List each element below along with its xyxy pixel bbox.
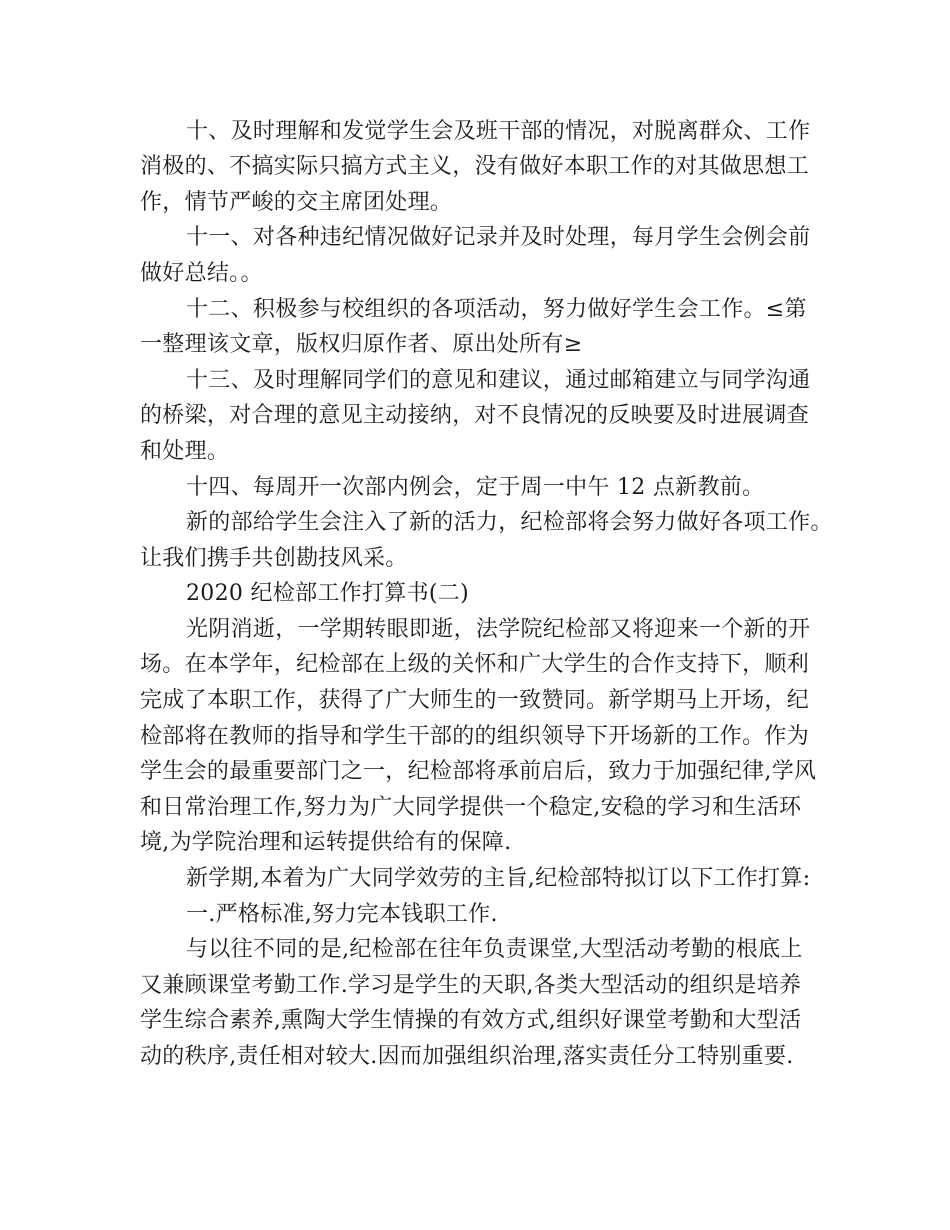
text-line: 十三、及时理解同学们的意见和建议，通过邮箱建立与同学沟通 [186, 368, 811, 393]
text-line: 的桥梁，对合理的意见主动接纳，对不良情况的反映要及时进展调查 [140, 403, 810, 428]
text-line: 消极的、不搞实际只搞方式主义，没有做好本职工作的对其做思想工 [140, 154, 810, 179]
section-heading: 2020 纪检部工作打算书(二) [186, 581, 469, 606]
text-line: 学生会的最重要部门之一，纪检部将承前启后，致力于加强纪律,学风 [140, 759, 817, 784]
text-line: 十四、每周开一次部内例会，定于周一中午 12 点新教前。 [186, 475, 765, 500]
text-line: 一整理该文章，版权归原作者、原出处所有≥ [140, 332, 583, 357]
text-line: 又兼顾课堂考勤工作.学习是学生的天职,各类大型活动的组织是培养 [140, 973, 802, 998]
text-line: 场。在本学年，纪检部在上级的关怀和广大学生的合作支持下，顺利 [140, 652, 810, 677]
text-line: 让我们携手共创勘技风采。 [140, 546, 408, 571]
text-line: 光阴消逝，一学期转眼即逝，法学院纪检部又将迎来一个新的开 [186, 617, 811, 642]
text-line: 和处理。 [140, 439, 230, 464]
text-line: 新的部给学生会注入了新的活力，纪检部将会努力做好各项工作。 [186, 510, 833, 535]
text-line: 作，情节严峻的交主席团处理。 [140, 190, 453, 215]
text-line: 检部将在教师的指导和学生干部的的组织领导下开场新的工作。作为 [140, 724, 810, 749]
text-line: 完成了本职工作，获得了广大师生的一致赞同。新学期马上开场，纪 [140, 688, 810, 713]
text-line: 十一、对各种违纪情况做好记录并及时处理，每月学生会例会前 [186, 225, 811, 250]
text-line: 学生综合素养,熏陶大学生情操的有效方式,组织好课堂考勤和大型活 [140, 1008, 802, 1033]
text-line: 做好总结。。 [140, 261, 263, 286]
text-line: 动的秩序,责任相对较大.因而加强组织治理,落实责任分工特别重要. [140, 1044, 794, 1069]
text-line: 十二、积极参与校组织的各项活动，努力做好学生会工作。≤第 [186, 297, 807, 322]
text-line: 和日常治理工作,努力为广大同学提供一个稳定,安稳的学习和生活环 [140, 795, 802, 820]
text-line: 十、及时理解和发觉学生会及班干部的情况，对脱离群众、工作 [186, 119, 811, 144]
text-line: 与以往不同的是,纪检部在往年负责课堂,大型活动考勤的根底上 [186, 937, 803, 962]
text-line: 一.严格标准,努力完本钱职工作. [186, 902, 498, 927]
text-line: 新学期,本着为广大同学效劳的主旨,纪检部特拟订以下工作打算: [186, 866, 811, 891]
text-line: 境,为学院治理和运转提供给有的保障. [140, 830, 512, 855]
